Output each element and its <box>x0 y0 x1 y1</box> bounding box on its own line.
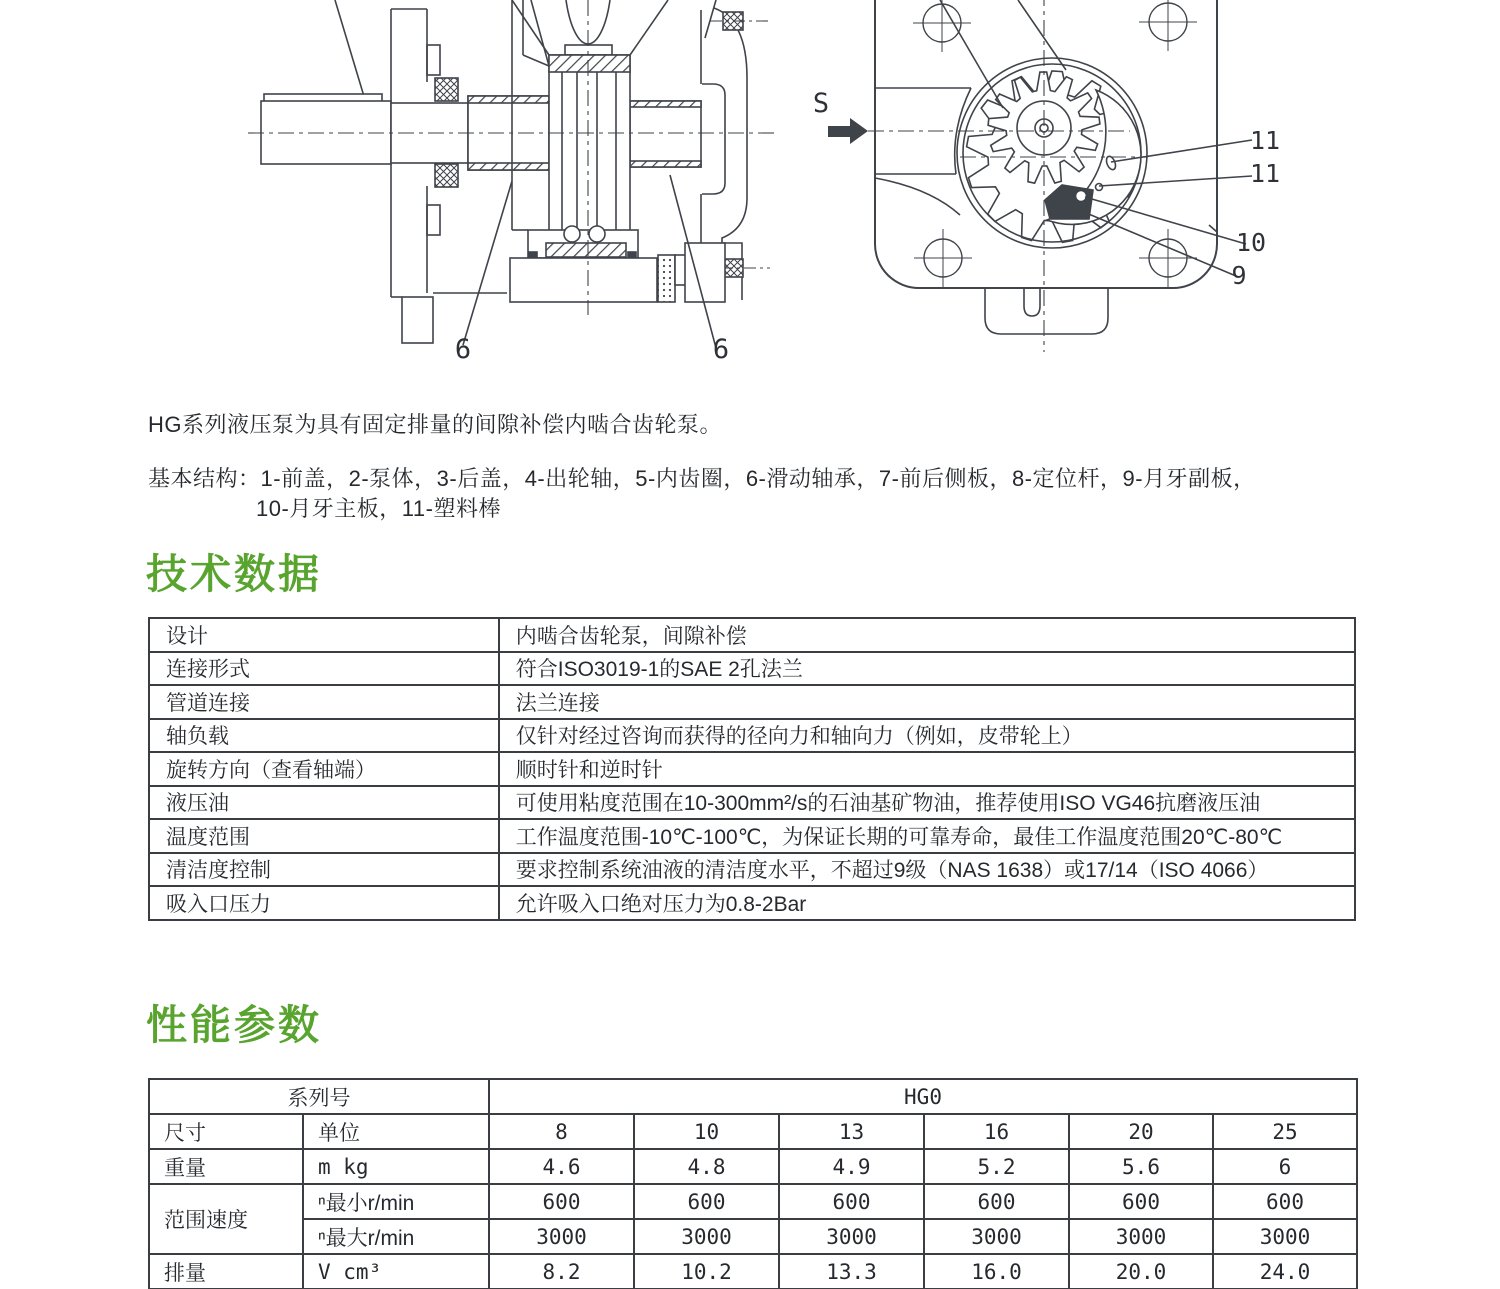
shaft-seal-top <box>435 78 458 101</box>
performance-table <box>148 1078 1358 1289</box>
speed-max-value: 3000 <box>924 1219 1069 1254</box>
table-row <box>149 853 1355 887</box>
series-label: 系列号 <box>149 1079 489 1114</box>
drive-shaft <box>261 94 701 170</box>
spec-label: 吸入口压力 <box>149 886 499 920</box>
spec-label: 设计 <box>149 618 499 652</box>
performance-heading: 性能参数 <box>146 1002 322 1048</box>
inlet-label-s: S <box>812 88 830 119</box>
spec-label: 温度范围 <box>149 819 499 853</box>
speed-max-value: 3000 <box>634 1219 779 1254</box>
spec-value: 要求控制系统油液的清洁度水平，不超过9级（NAS 1638）或17/14（ISO 4066） <box>499 853 1355 887</box>
displacement-value: 20.0 <box>1069 1254 1213 1289</box>
spec-label: 液压油 <box>149 786 499 820</box>
displacement-label: 排量 <box>149 1254 303 1289</box>
size-value: 25 <box>1213 1114 1357 1149</box>
speed-min-value: 600 <box>634 1184 779 1219</box>
weight-value: 4.9 <box>779 1149 924 1184</box>
size-value: 10 <box>634 1114 779 1149</box>
callout-6-right: 6 <box>712 334 730 365</box>
table-row <box>149 1184 1357 1219</box>
size-value: 8 <box>489 1114 634 1149</box>
suction-arrow <box>828 118 868 144</box>
leader-6-left <box>463 181 512 345</box>
spec-value: 内啮合齿轮泵，间隙补偿 <box>499 618 1355 652</box>
speed-max-value: 3000 <box>779 1219 924 1254</box>
leader-top-b <box>1018 0 1066 70</box>
speed-min-value: 600 <box>924 1184 1069 1219</box>
size-value: 13 <box>779 1114 924 1149</box>
speed-max-value: 3000 <box>1069 1219 1213 1254</box>
table-row <box>149 719 1355 753</box>
spec-value: 符合ISO3019-1的SAE 2孔法兰 <box>499 652 1355 686</box>
crescent-main-plate <box>1045 185 1093 219</box>
speed-min-value: 600 <box>779 1184 924 1219</box>
structure-line-1 <box>148 464 1256 494</box>
tech-data-table <box>148 617 1356 921</box>
weight-value: 5.6 <box>1069 1149 1213 1184</box>
tech-data-heading: 技术数据 <box>146 551 322 597</box>
weight-label: 重量 <box>149 1149 303 1184</box>
bottom-block <box>510 255 705 302</box>
displacement-value: 16.0 <box>924 1254 1069 1289</box>
size-value: 20 <box>1069 1114 1213 1149</box>
speed-min-value: 600 <box>489 1184 634 1219</box>
spec-label: 清洁度控制 <box>149 853 499 887</box>
weight-value: 4.8 <box>634 1149 779 1184</box>
series-value: HG0 <box>489 1079 1357 1114</box>
table-row <box>149 1114 1357 1149</box>
speed-min-value: 600 <box>1069 1184 1213 1219</box>
spec-value: 工作温度范围-10℃-100℃，为保证长期的可靠寿命，最佳工作温度范围20℃-80℃ <box>499 819 1355 853</box>
table-row <box>149 786 1355 820</box>
bearing-housing <box>528 226 638 260</box>
spec-value: 仅针对经过咨询而获得的径向力和轴向力（例如，皮带轮上） <box>499 719 1355 753</box>
displacement-value: 8.2 <box>489 1254 634 1289</box>
weight-value: 6 <box>1213 1149 1357 1184</box>
displacement-unit: V cm³ <box>303 1254 489 1289</box>
speed-max-unit: ⁿ最大r/min <box>303 1219 489 1254</box>
structure-label: 基本结构： <box>148 466 261 491</box>
table-row <box>149 886 1355 920</box>
weight-value: 4.6 <box>489 1149 634 1184</box>
displacement-value: 24.0 <box>1213 1254 1357 1289</box>
size-label: 尺寸 <box>149 1114 303 1149</box>
structure-line-2: 10-月牙主板，11-塑料棒 <box>256 496 501 521</box>
table-row <box>149 618 1355 652</box>
pump-front-view-drawing <box>800 0 1300 360</box>
speed-min-value: 600 <box>1213 1184 1357 1219</box>
spec-value: 法兰连接 <box>499 685 1355 719</box>
callout-11b: 11 <box>1249 159 1281 188</box>
product-summary: HG系列液压泵为具有固定排量的间隙补偿内啮合齿轮泵。 <box>148 412 723 437</box>
callout-10: 10 <box>1235 228 1267 257</box>
table-row <box>149 685 1355 719</box>
callout-6-left: 6 <box>454 334 472 365</box>
speed-max-value: 3000 <box>1213 1219 1357 1254</box>
housing-flange <box>875 0 1217 334</box>
table-row <box>149 819 1355 853</box>
leader-top-right <box>705 0 716 38</box>
weight-unit: m kg <box>303 1149 489 1184</box>
displacement-value: 13.3 <box>779 1254 924 1289</box>
speed-range-label: 范围速度 <box>149 1184 303 1254</box>
speed-max-value: 3000 <box>489 1219 634 1254</box>
pump-section-drawing <box>230 0 790 370</box>
table-row <box>149 752 1355 786</box>
spec-value: 允许吸入口绝对压力为0.8-2Bar <box>499 886 1355 920</box>
displacement-value: 10.2 <box>634 1254 779 1289</box>
shaft-seal-bottom <box>435 164 458 187</box>
unit-label: 单位 <box>303 1114 489 1149</box>
spec-value: 顺时针和逆时针 <box>499 752 1355 786</box>
spec-value: 可使用粘度范围在10-300mm²/s的石油基矿物油，推荐使用ISO VG46抗磨液压油 <box>499 786 1355 820</box>
spec-label: 轴负载 <box>149 719 499 753</box>
size-value: 16 <box>924 1114 1069 1149</box>
callout-11a: 11 <box>1249 126 1281 155</box>
weight-value: 5.2 <box>924 1149 1069 1184</box>
table-row <box>149 1219 1357 1254</box>
table-row <box>149 1149 1357 1184</box>
structure-items-1: 1-前盖，2-泵体，3-后盖，4-出轮轴，5-内齿圈，6-滑动轴承，7-前后侧板，8-定位杆，9-月牙副板， <box>260 466 1256 491</box>
callout-9: 9 <box>1231 261 1247 290</box>
spec-label: 连接形式 <box>149 652 499 686</box>
spec-label: 管道连接 <box>149 685 499 719</box>
table-row <box>149 652 1355 686</box>
leader-top-a <box>940 0 1003 108</box>
table-row <box>149 1079 1357 1114</box>
table-row <box>149 1254 1357 1289</box>
speed-min-unit: ⁿ最小r/min <box>303 1184 489 1219</box>
spec-label: 旋转方向（查看轴端） <box>149 752 499 786</box>
